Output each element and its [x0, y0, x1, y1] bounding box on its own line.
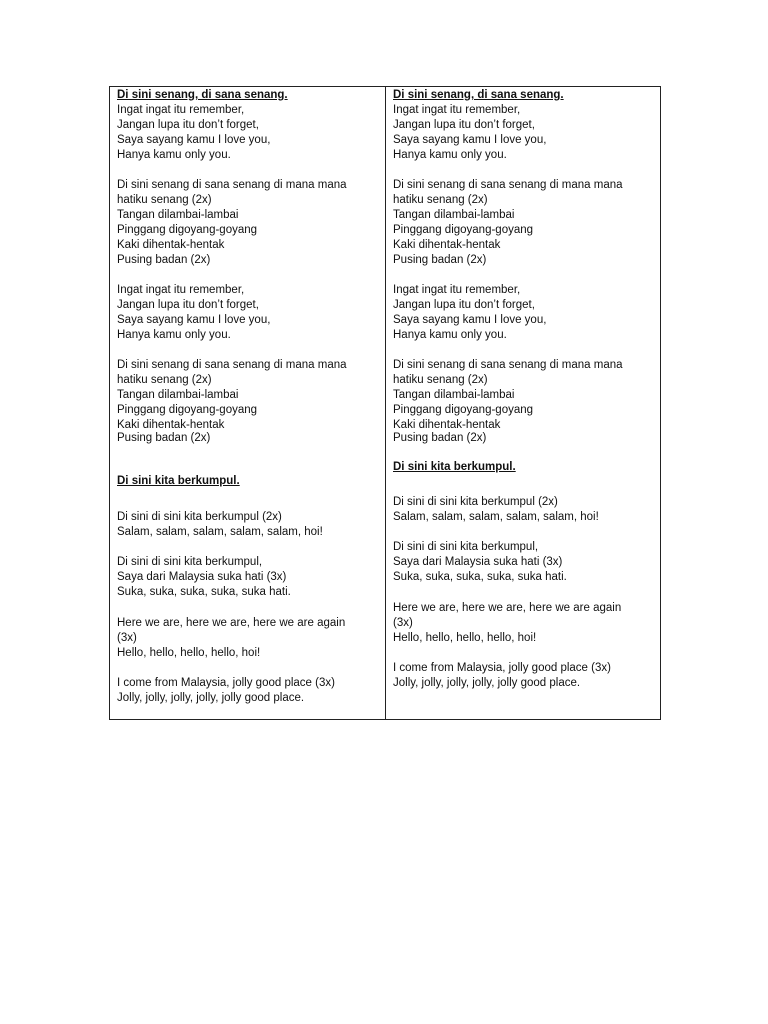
left-lyric-line: Di sini di sini kita berkumpul (2x): [117, 511, 282, 523]
right-lyric-line: Pusing badan (2x): [393, 432, 487, 444]
right-lyric-line: Di sini senang di sana senang di mana mana: [393, 359, 623, 371]
right-song-title: Di sini kita berkumpul.: [393, 461, 516, 473]
right-lyric-line: Tangan dilambai-lambai: [393, 389, 515, 401]
right-lyric-line: Here we are, here we are, here we are again: [393, 602, 622, 614]
right-lyric-line: Pusing badan (2x): [393, 254, 487, 266]
left-lyric-line: Suka, suka, suka, suka, suka hati.: [117, 586, 291, 598]
left-lyric-line: Hanya kamu only you.: [117, 329, 231, 341]
right-lyric-line: Kaki dihentak-hentak: [393, 239, 501, 251]
right-lyric-line: Ingat ingat itu remember,: [393, 104, 521, 116]
lyrics-table: [109, 86, 661, 720]
right-lyric-line: I come from Malaysia, jolly good place (3x): [393, 662, 611, 674]
left-lyric-line: Ingat ingat itu remember,: [117, 284, 245, 296]
left-lyric-line: Pinggang digoyang-goyang: [117, 404, 258, 416]
left-lyric-line: Tangan dilambai-lambai: [117, 209, 239, 221]
right-lyric-line: Pinggang digoyang-goyang: [393, 224, 534, 236]
right-lyric-line: Di sini senang di sana senang di mana mana: [393, 179, 623, 191]
left-lyric-line: Kaki dihentak-hentak: [117, 239, 225, 251]
left-lyric-line: Saya sayang kamu I love you,: [117, 134, 271, 146]
right-lyric-line: Saya sayang kamu I love you,: [393, 314, 547, 326]
right-lyric-line: Suka, suka, suka, suka, suka hati.: [393, 571, 567, 583]
right-lyric-line: Jangan lupa itu don’t forget,: [393, 299, 535, 311]
right-lyric-line: Di sini di sini kita berkumpul,: [393, 541, 539, 553]
right-lyric-line: Kaki dihentak-hentak: [393, 419, 501, 431]
left-column: [110, 87, 386, 719]
left-lyric-line: hatiku senang (2x): [117, 374, 212, 386]
left-lyric-line: Salam, salam, salam, salam, salam, hoi!: [117, 526, 323, 538]
left-lyric-line: Saya dari Malaysia suka hati (3x): [117, 571, 287, 583]
left-lyric-line: Pusing badan (2x): [117, 432, 211, 444]
left-lyric-line: Kaki dihentak-hentak: [117, 419, 225, 431]
left-lyric-line: (3x): [117, 632, 137, 644]
left-lyric-line: I come from Malaysia, jolly good place (3x): [117, 677, 335, 689]
right-lyric-line: (3x): [393, 617, 413, 629]
left-song-title: Di sini senang, di sana senang.: [117, 89, 288, 101]
left-lyric-line: Jangan lupa itu don’t forget,: [117, 299, 259, 311]
right-lyric-line: Ingat ingat itu remember,: [393, 284, 521, 296]
left-lyric-line: Pusing badan (2x): [117, 254, 211, 266]
left-lyric-line: Jolly, jolly, jolly, jolly, jolly good place.: [117, 692, 305, 704]
right-column: [386, 87, 660, 719]
left-lyric-line: Pinggang digoyang-goyang: [117, 224, 258, 236]
right-song-title: Di sini senang, di sana senang.: [393, 89, 564, 101]
left-lyric-line: Saya sayang kamu I love you,: [117, 314, 271, 326]
left-lyric-line: Tangan dilambai-lambai: [117, 389, 239, 401]
right-lyric-line: hatiku senang (2x): [393, 194, 488, 206]
left-lyric-line: Ingat ingat itu remember,: [117, 104, 245, 116]
right-lyric-line: hatiku senang (2x): [393, 374, 488, 386]
right-lyric-line: Hello, hello, hello, hello, hoi!: [393, 632, 537, 644]
right-lyric-line: Salam, salam, salam, salam, salam, hoi!: [393, 511, 599, 523]
left-lyric-line: Di sini di sini kita berkumpul,: [117, 556, 263, 568]
right-lyric-line: Jolly, jolly, jolly, jolly, jolly good place.: [393, 677, 581, 689]
left-lyric-line: Hello, hello, hello, hello, hoi!: [117, 647, 261, 659]
right-lyric-line: Di sini di sini kita berkumpul (2x): [393, 496, 558, 508]
right-lyric-line: Hanya kamu only you.: [393, 149, 507, 161]
right-lyric-line: Saya sayang kamu I love you,: [393, 134, 547, 146]
right-lyric-line: Pinggang digoyang-goyang: [393, 404, 534, 416]
left-lyric-line: Here we are, here we are, here we are again: [117, 617, 346, 629]
right-lyric-line: Tangan dilambai-lambai: [393, 209, 515, 221]
right-lyric-line: Saya dari Malaysia suka hati (3x): [393, 556, 563, 568]
right-lyric-line: Jangan lupa itu don’t forget,: [393, 119, 535, 131]
left-song-title: Di sini kita berkumpul.: [117, 475, 240, 487]
left-lyric-line: Di sini senang di sana senang di mana mana: [117, 179, 347, 191]
right-lyric-line: Hanya kamu only you.: [393, 329, 507, 341]
left-lyric-line: Di sini senang di sana senang di mana mana: [117, 359, 347, 371]
left-lyric-line: Hanya kamu only you.: [117, 149, 231, 161]
left-lyric-line: Jangan lupa itu don’t forget,: [117, 119, 259, 131]
left-lyric-line: hatiku senang (2x): [117, 194, 212, 206]
